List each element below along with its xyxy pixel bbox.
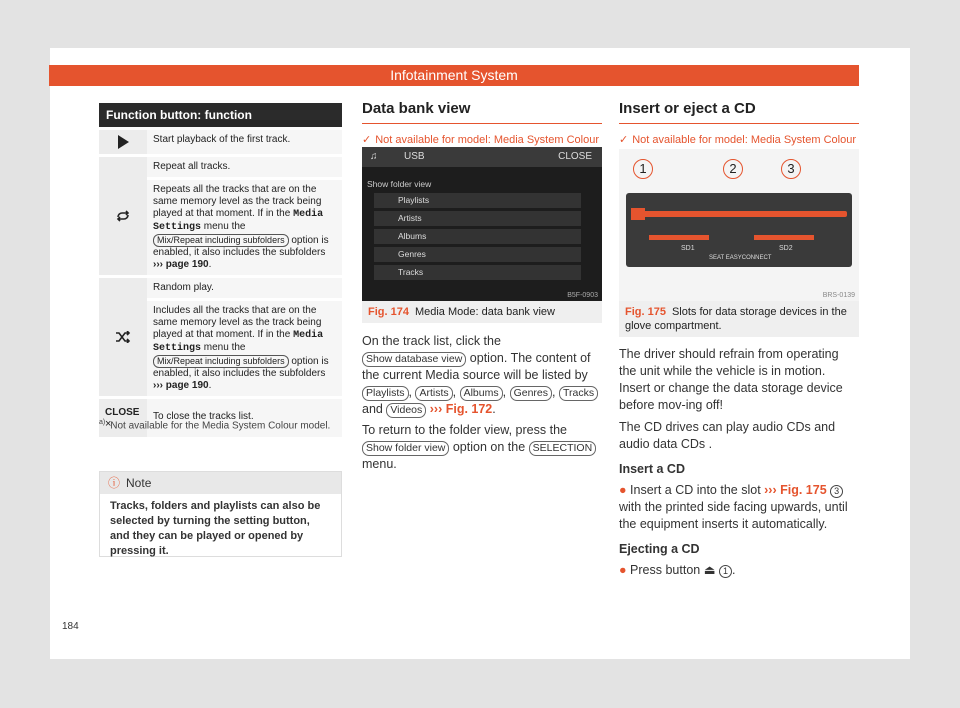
- glove-slot-image: [619, 149, 859, 301]
- page-number: 184: [62, 621, 79, 632]
- table-row: [99, 154, 342, 275]
- info-icon: ⓘ: [108, 476, 121, 490]
- table-cell: Repeat all tracks.: [153, 161, 231, 172]
- table-row: [99, 127, 342, 154]
- availability-note: ✓ Not available for model: Media System Colour: [362, 134, 599, 146]
- databank-section: [362, 100, 602, 149]
- close-label: CLOSE: [558, 151, 592, 162]
- cd-text: The driver should refrain from operating the unit while the vehicle is in motion. Insert or change the data storage device before mov-ing off! The CD drives can play audio CDs and audio data CDs . Insert a CD ● Insert a CD into the slot ››› Fig. 175 3 with the printed side facing upwards, until the equipment inserts it automatically. Ejecting a CD ● Press button ⏏ 1 .: [619, 347, 848, 577]
- list-item: Playlists: [374, 193, 581, 208]
- eject-button: [631, 208, 645, 220]
- eject-icon: ⏏: [703, 563, 716, 577]
- repeat-icon: [115, 210, 131, 222]
- footnote: $^{a)}$ Not available for the Media System Colour model.: [99, 419, 331, 432]
- sd2-label: SD2: [779, 245, 793, 252]
- callout-3: 3: [781, 159, 801, 179]
- page-header: Infotainment System: [49, 65, 859, 86]
- function-table: [99, 103, 342, 437]
- screen-topbar: [362, 147, 602, 167]
- music-icon: ♫: [370, 151, 378, 162]
- cd-section: [619, 100, 859, 149]
- close-label: CLOSE: [105, 406, 140, 418]
- callout-2: 2: [723, 159, 743, 179]
- table-cell: Random play.: [153, 282, 214, 293]
- table-row: [99, 275, 342, 396]
- table-cell: Includes all the tracks that are on the same memory level as the track being played at that moment. If in the Media Settings menu the Mix/Repeat including subfolders option is enabled, it also includes the subfolders ››› page 190.: [147, 298, 342, 396]
- play-icon: [118, 135, 129, 149]
- sd1-label: SD1: [681, 245, 695, 252]
- figure-caption: Fig. 175 Slots for data storage devices in the glove compartment.: [619, 301, 859, 337]
- check-icon: ✓: [362, 134, 372, 146]
- list-item: Tracks: [374, 265, 581, 280]
- table-cell: Repeats all the tracks that are on the same memory level as the track being played at that moment. If in the Media Settings menu the Mix/Repeat including subfolders option is enabled, it also includes the subfolders ››› page 190.: [147, 177, 342, 275]
- brand-label: SEAT EASYCONNECT: [709, 255, 772, 261]
- figure-caption: Fig. 174 Media Mode: data bank view: [362, 301, 602, 323]
- shuffle-icon: [115, 331, 131, 343]
- list-item: Albums: [374, 229, 581, 244]
- note-box: [99, 471, 342, 557]
- availability-note: ✓ Not available for model: Media System Colour: [619, 134, 856, 146]
- media-screen-image: [362, 147, 602, 301]
- show-folder-label: Show folder view: [367, 179, 432, 189]
- list-item: Genres: [374, 247, 581, 262]
- note-header: ⓘ Note: [100, 472, 341, 494]
- table-title: Function button: function: [99, 103, 342, 127]
- close-icon: ×: [105, 417, 112, 430]
- callout-1: 1: [633, 159, 653, 179]
- databank-text: On the track list, click the Show database view option. The content of the current Media source will be listed by Playlists , Artists , Albums , Genres , Tracks and Videos ››› Fig. 172. To return to the folder view, press the Show folder view option on the SELECTION menu.: [362, 333, 602, 473]
- figure-code: B5F-0903: [567, 292, 598, 299]
- check-icon: ✓: [619, 134, 629, 146]
- figure-code: BRS-0139: [822, 292, 855, 299]
- list-item: Artists: [374, 211, 581, 226]
- section-title: Data bank view: [362, 100, 602, 124]
- table-cell: Start playback of the first track.: [153, 134, 291, 145]
- section-title: Insert or eject a CD: [619, 100, 859, 124]
- note-body: Tracks, folders and playlists can also be selected by turning the setting button, and they can be played or opened by pressing it.: [110, 500, 321, 557]
- table-cell: To close the tracks list.: [153, 411, 254, 422]
- usb-label: USB: [404, 151, 425, 162]
